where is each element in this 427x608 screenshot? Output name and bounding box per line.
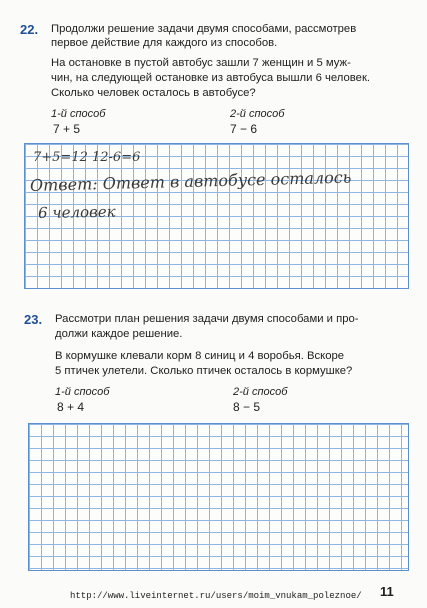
task-22-method-1-label: 1-й способ	[51, 108, 106, 120]
task-23-number: 23.	[24, 312, 43, 327]
task-23-instruction-line-1: Рассмотри план решения задачи двумя способами и про-	[55, 313, 359, 325]
task-22-problem-line-2: чин, на следующей остановке из автобуса вышли 6 человек.	[51, 72, 371, 84]
task-22-handwritten-calculation: 7+5=12 12-6=6	[33, 150, 141, 165]
task-22-method-2-expression: 7 − 6	[230, 122, 258, 136]
task-23-method-1-label: 1-й способ	[55, 386, 110, 398]
task-23-problem-line-1: В кормушке клевали корм 8 синиц и 4 воробья. Вскоре	[55, 350, 345, 362]
task-23-method-2-expression: 8 − 5	[233, 400, 261, 414]
task-23-problem-line-2: 5 птичек улетели. Сколько птичек осталось в кормушке?	[55, 365, 353, 377]
task-22-handwritten-answer: Ответ: Ответ в автобусе осталось	[29, 167, 352, 195]
task-23-instruction-line-2: должи каждое решение.	[55, 328, 183, 340]
footer-url: http://www.liveinternet.ru/users/moim_vnukam_poleznoe/	[70, 591, 362, 601]
page-number: 11	[380, 584, 394, 599]
task-23-method-1-expression: 8 + 4	[57, 400, 85, 414]
task-22-problem-line-3: Сколько человек осталось в автобусе?	[51, 87, 256, 99]
task-22-number: 22.	[20, 22, 39, 37]
task-22-instruction-line-1: Продолжи решение задачи двумя способами, рассмотрев	[51, 23, 357, 35]
task-22-handwritten-answer-continued: 6 человек	[37, 202, 116, 222]
task-22-instruction-line-2: первое действие для каждого из способов.	[51, 37, 278, 49]
task-23-answer-grid[interactable]	[28, 423, 409, 571]
task-22-method-2-label: 2-й способ	[230, 108, 285, 120]
task-22-problem-line-1: На остановке в пустой автобус зашли 7 женщин и 5 муж-	[51, 57, 351, 69]
task-23-method-2-label: 2-й способ	[233, 386, 288, 398]
task-22-method-1-expression: 7 + 5	[53, 122, 81, 136]
